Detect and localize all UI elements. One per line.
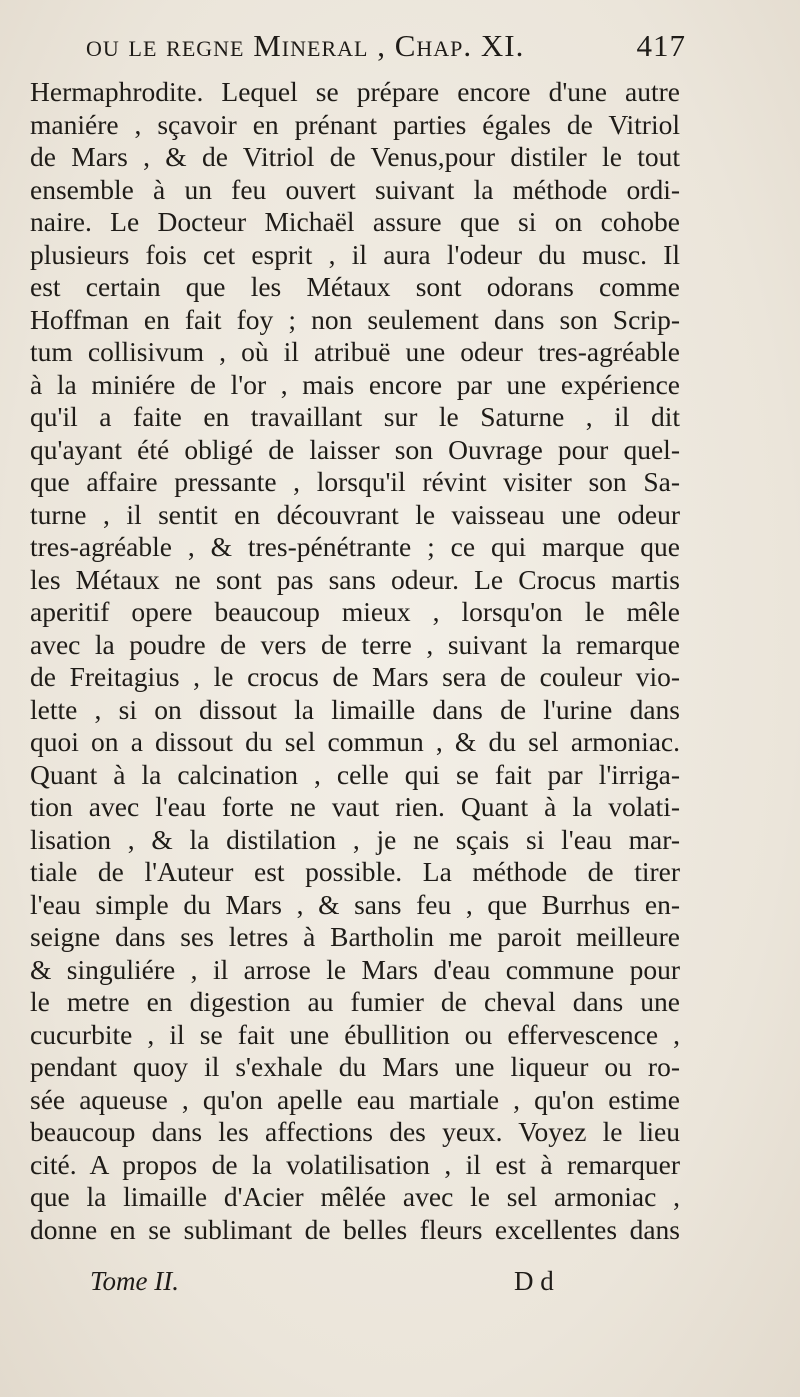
text-line: qu'il a faite en travaillant sur le Saturne , il dit [30,401,680,432]
text-line: ensemble à un feu ouvert suivant la méthode ordi- [30,173,680,205]
text-line: & singuliére , il arrose le Mars d'eau commune pour [30,953,680,985]
page-header [86,28,686,72]
text-line: que la limaille d'Acier mêlée avec le sel armoniac , [30,1181,680,1212]
text-line: de Freitagius , le crocus de Mars sera de couleur vio- [30,661,680,692]
text-line: tum collisivum , où il atribuë une odeur tres-agréable [30,336,680,367]
text-line: tres-agréable , & tres-pénétrante ; ce qui marque que [30,531,680,562]
text-line: Quant à la calcination , celle qui se fait par l'irriga- [30,758,680,790]
text-line: aperitif opere beaucoup mieux , lorsqu'on le mêle [30,596,680,627]
text-line: Hermaphrodite. Lequel se prépare encore d'une autre [30,76,680,107]
text-line: Hoffman en fait foy ; non seulement dans son Scrip- [30,303,680,335]
text-line: tion avec l'eau forte ne vaut rien. Quant à la volati- [30,791,680,822]
text-line: lette , si on dissout la limaille dans de l'urine dans [30,693,680,725]
text-line: tiale de l'Auteur est possible. La méthode de tirer [30,856,680,887]
text-line: seigne dans ses letres à Bartholin me paroit meilleure [30,921,680,952]
text-line: cité. A propos de la volatilisation , il est à remarquer [30,1148,680,1180]
text-line: qu'ayant été obligé de laisser son Ouvrage pour quel- [30,433,680,465]
page-footer [90,1266,570,1306]
text-line: que affaire pressante , lorsqu'il révint visiter son Sa- [30,466,680,497]
volume-signature: Tome II. [90,1266,180,1296]
text-line: avec la poudre de vers de terre , suivant la remarque [30,628,680,660]
text-line: à la miniére de l'or , mais encore par une expérience [30,368,680,400]
gathering-mark: D d [514,1266,554,1296]
text-line: plusieurs fois cet esprit , il aura l'odeur du musc. Il [30,238,680,270]
text-line: maniére , sçavoir en prénant parties égales de Vitriol [30,108,680,140]
text-line: beaucoup dans les affections des yeux. Voyez le lieu [30,1116,680,1147]
body-text [30,76,680,1246]
text-line: est certain que les Métaux sont odorans comme [30,271,680,302]
text-line: l'eau simple du Mars , & sans feu , que Burrhus en- [30,888,680,920]
text-line: de Mars , & de Vitriol de Venus,pour distiler le tout [30,141,680,172]
page-number: 417 [636,28,686,63]
text-line: donne en se sublimant de belles fleurs excellentes dans [30,1213,680,1245]
text-line: les Métaux ne sont pas sans odeur. Le Crocus martis [30,563,680,595]
text-line: pendant quoy il s'exhale du Mars une liqueur ou ro- [30,1051,680,1082]
text-line: naire. Le Docteur Michaël assure que si on cohobe [30,206,680,237]
text-line: turne , il sentit en découvrant le vaisseau une odeur [30,498,680,530]
text-line: quoi on a dissout du sel commun , & du sel armoniac. [30,726,680,757]
text-line: lisation , & la distilation , je ne sçais si l'eau mar- [30,823,680,855]
text-line: le metre en digestion au fumier de cheval dans une [30,986,680,1017]
text-line: cucurbite , il se fait une ébullition ou effervescence , [30,1018,680,1050]
text-line: sée aqueuse , qu'on apelle eau martiale , qu'on estime [30,1083,680,1115]
running-title: ou le regne Mineral , Chap. XI. [86,28,525,63]
